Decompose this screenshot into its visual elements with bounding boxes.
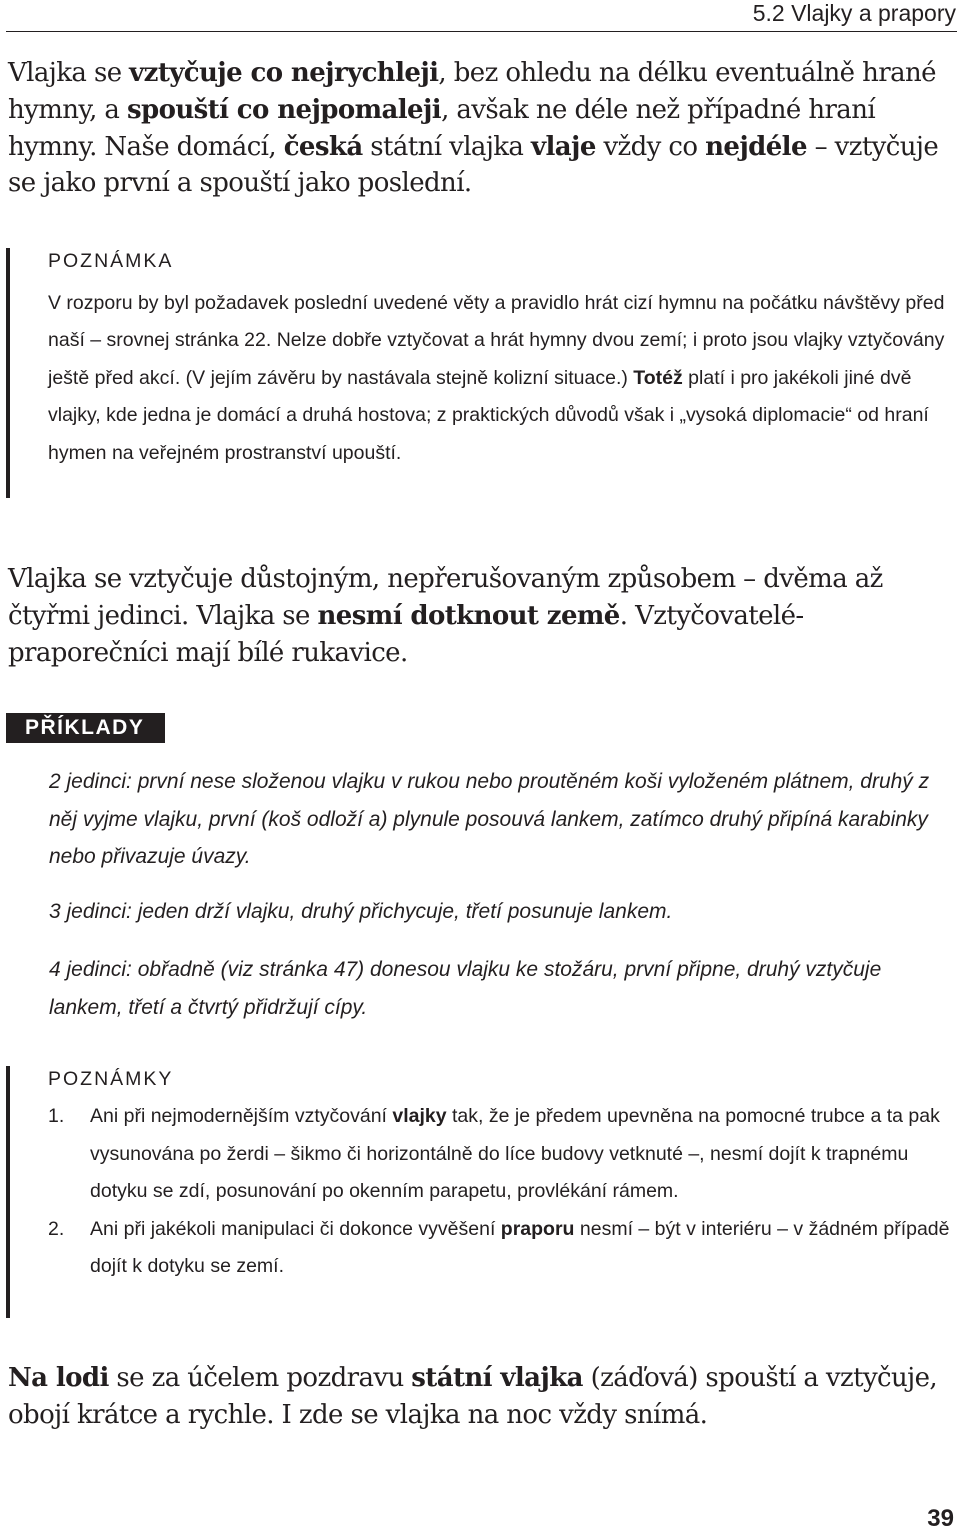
note-box <box>6 248 957 498</box>
example-item: 2 jedinci: první nese složenou vlajku v rukou nebo proutěném koši vyloženém plátnem, druhý z něj vyjme vlajku, první (koš odloží a) plynule posouvá lankem, zatímco druhý připíná karabinky nebo přivazuje úvazy. <box>49 770 930 868</box>
notes-list <box>48 1098 957 1286</box>
list-number: 2. <box>48 1217 65 1240</box>
paragraph-on-ship: Na lodi se za účelem pozdravu státní vlajka (záďová) spouští a vztyčuje, obojí krátce a rychle. I zde se vlajka na noc vždy snímá. <box>8 1363 938 1430</box>
notes-box <box>6 1066 957 1318</box>
note-text: V rozporu by byl požadavek poslední uvedené věty a pravidlo hrát cizí hymnu na počátku návštěvy před naší – srovnej stránka 22. Nelze dobře vztyčovat a hrát hymny dvou zemí; i proto jsou vlajky vztyčovány ještě před akcí. (V jejím závěru by nastávala stejně kolizní situace.) Totéž platí i pro jakékoli jiné dvě vlajky, kde jedna je domácí a druhá hostova; z praktických důvodů však i „vysoká diplomacie“ od hraní hymen na veřejném prostranství upouští. <box>48 292 945 464</box>
note-title: POZNÁMKA <box>48 250 174 272</box>
notes-list-item: 1. Ani při nejmodernějším vztyčování vlajky tak, že je předem upevněna na pomocné trubce a ta pak vysunována po žerdi – šikmo či horizontálně do líce budovy vetknuté –, nesmí dojít k trapnému dotyku se zdí, posunování po okenním parapetu, provlékání rámem. <box>48 1098 957 1211</box>
list-number: 1. <box>48 1105 65 1127</box>
paragraph-flag-raising: Vlajka se vztyčuje co nejrychleji, bez ohledu na délku eventuálně hrané hymny, a spouští co nejpomaleji, avšak ne déle než případné hraní hymny. Naše domácí, česká státní vlajka vlaje vždy co nejdéle – vztyčuje se jako první a spouští jako poslední. <box>8 58 939 199</box>
paragraph-dignified-raising: Vlajka se vztyčuje důstojným, nepřerušovaným způsobem – dvěma až čtyřmi jedinci. Vlajka se nesmí dotknout země. Vztyčovatelé-praporečníci mají bílé rukavice. <box>8 564 883 668</box>
running-header: 5.2 Vlajky a prapory <box>752 0 956 26</box>
notes-title: POZNÁMKY <box>48 1068 174 1090</box>
example-item: 4 jedinci: obřadně (viz stránka 47) donesou vlajku ke stožáru, první připne, druhý vztyčuje lankem, třetí a čtvrtý přidržují cípy. <box>49 958 882 1019</box>
examples-label: PŘÍKLADY <box>6 713 165 743</box>
notes-list-item: 2. Ani při jakékoli manipulaci či dokonce vyvěšení praporu nesmí – být v interiéru – v žádném případě dojít k dotyku se zemí. <box>48 1211 957 1286</box>
header-rule <box>6 31 957 32</box>
page-number: 39 <box>927 1505 954 1532</box>
example-item: 3 jedinci: jeden drží vlajku, druhý přichycuje, třetí posunuje lankem. <box>49 900 673 923</box>
